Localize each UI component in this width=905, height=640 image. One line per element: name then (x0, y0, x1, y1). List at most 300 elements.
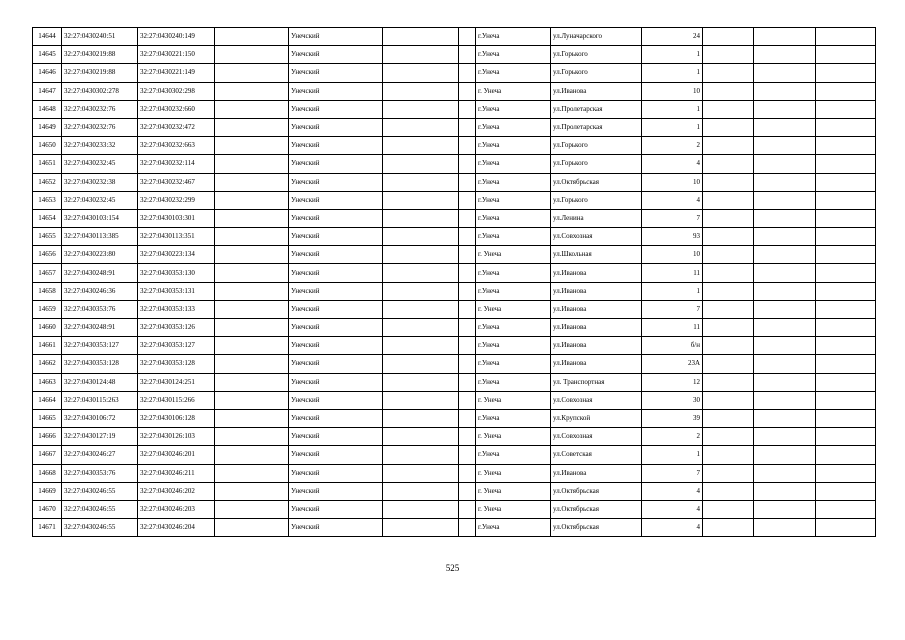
building-cadastral-number-cell: 32:27:0430115:266 (138, 391, 215, 409)
city-cell: г.Унеча (476, 155, 551, 173)
empty-cell (703, 228, 754, 246)
empty-cell (215, 82, 289, 100)
building-cadastral-number-cell: 32:27:0430246:201 (138, 446, 215, 464)
empty-cell (703, 173, 754, 191)
table-row (33, 155, 876, 173)
house-number-cell: 12 (642, 373, 703, 391)
street-cell: ул.Иванова (551, 337, 642, 355)
empty-cell (703, 355, 754, 373)
empty-cell (383, 46, 459, 64)
district-cell: Унечский (289, 409, 383, 427)
empty-cell (816, 428, 876, 446)
empty-cell (754, 228, 816, 246)
table-row (33, 82, 876, 100)
house-number-cell: 93 (642, 228, 703, 246)
registry-table-body (33, 28, 876, 537)
table-row (33, 355, 876, 373)
house-number-cell: б/н (642, 337, 703, 355)
empty-cell (703, 46, 754, 64)
building-cadastral-number-cell: 32:27:0430353:130 (138, 264, 215, 282)
city-cell: г.Унеча (476, 228, 551, 246)
empty-cell (816, 409, 876, 427)
row-number-cell: 14646 (33, 64, 62, 82)
empty-cell (459, 391, 476, 409)
empty-cell (703, 209, 754, 227)
empty-cell (383, 118, 459, 136)
empty-cell (816, 228, 876, 246)
street-cell: ул.Ленина (551, 209, 642, 227)
cadastral-number-cell: 32:27:0430246:55 (62, 519, 138, 537)
city-cell: г.Унеча (476, 28, 551, 46)
house-number-cell: 30 (642, 391, 703, 409)
table-row (33, 337, 876, 355)
empty-cell (459, 228, 476, 246)
empty-cell (459, 264, 476, 282)
empty-cell (383, 246, 459, 264)
street-cell: ул.Горького (551, 191, 642, 209)
street-cell: ул.Октябрьская (551, 519, 642, 537)
empty-cell (383, 446, 459, 464)
street-cell: ул.Иванова (551, 282, 642, 300)
empty-cell (754, 446, 816, 464)
city-cell: г.Унеча (476, 46, 551, 64)
city-cell: г. Унеча (476, 82, 551, 100)
empty-cell (703, 391, 754, 409)
empty-cell (816, 209, 876, 227)
registry-table (32, 27, 876, 537)
empty-cell (459, 155, 476, 173)
empty-cell (754, 282, 816, 300)
house-number-cell: 7 (642, 209, 703, 227)
empty-cell (703, 482, 754, 500)
district-cell: Унечский (289, 209, 383, 227)
building-cadastral-number-cell: 32:27:0430353:133 (138, 300, 215, 318)
row-number-cell: 14657 (33, 264, 62, 282)
row-number-cell: 14658 (33, 282, 62, 300)
empty-cell (754, 155, 816, 173)
house-number-cell: 11 (642, 264, 703, 282)
table-row (33, 137, 876, 155)
cadastral-number-cell: 32:27:0430106:72 (62, 409, 138, 427)
empty-cell (459, 100, 476, 118)
empty-cell (215, 355, 289, 373)
cadastral-number-cell: 32:27:0430232:38 (62, 173, 138, 191)
empty-cell (459, 337, 476, 355)
empty-cell (703, 137, 754, 155)
empty-cell (754, 173, 816, 191)
empty-cell (215, 46, 289, 64)
empty-cell (703, 264, 754, 282)
empty-cell (816, 373, 876, 391)
city-cell: г.Унеча (476, 446, 551, 464)
empty-cell (459, 428, 476, 446)
building-cadastral-number-cell: 32:27:0430246:202 (138, 482, 215, 500)
building-cadastral-number-cell: 32:27:0430126:103 (138, 428, 215, 446)
cadastral-number-cell: 32:27:0430248:91 (62, 319, 138, 337)
empty-cell (215, 409, 289, 427)
empty-cell (383, 155, 459, 173)
empty-cell (383, 391, 459, 409)
empty-cell (703, 319, 754, 337)
district-cell: Унечский (289, 500, 383, 518)
empty-cell (215, 246, 289, 264)
building-cadastral-number-cell: 32:27:0430232:663 (138, 137, 215, 155)
empty-cell (215, 28, 289, 46)
empty-cell (754, 82, 816, 100)
table-row (33, 282, 876, 300)
table-row (33, 409, 876, 427)
empty-cell (754, 319, 816, 337)
cadastral-number-cell: 32:27:0430115:263 (62, 391, 138, 409)
empty-cell (816, 82, 876, 100)
empty-cell (215, 519, 289, 537)
building-cadastral-number-cell: 32:27:0430353:127 (138, 337, 215, 355)
building-cadastral-number-cell: 32:27:0430232:299 (138, 191, 215, 209)
empty-cell (754, 519, 816, 537)
row-number-cell: 14651 (33, 155, 62, 173)
street-cell: ул.Пролетарская (551, 118, 642, 136)
building-cadastral-number-cell: 32:27:0430232:114 (138, 155, 215, 173)
table-row (33, 46, 876, 64)
cadastral-number-cell: 32:27:0430223:80 (62, 246, 138, 264)
house-number-cell: 23А (642, 355, 703, 373)
empty-cell (816, 264, 876, 282)
empty-cell (816, 118, 876, 136)
building-cadastral-number-cell: 32:27:0430113:351 (138, 228, 215, 246)
empty-cell (816, 300, 876, 318)
empty-cell (215, 337, 289, 355)
city-cell: г.Унеча (476, 409, 551, 427)
empty-cell (383, 209, 459, 227)
empty-cell (383, 373, 459, 391)
row-number-cell: 14653 (33, 191, 62, 209)
empty-cell (215, 155, 289, 173)
empty-cell (459, 355, 476, 373)
empty-cell (383, 519, 459, 537)
empty-cell (215, 391, 289, 409)
empty-cell (754, 391, 816, 409)
city-cell: г.Унеча (476, 282, 551, 300)
row-number-cell: 14655 (33, 228, 62, 246)
street-cell: ул.Горького (551, 137, 642, 155)
city-cell: г.Унеча (476, 191, 551, 209)
empty-cell (383, 82, 459, 100)
house-number-cell: 7 (642, 464, 703, 482)
empty-cell (215, 500, 289, 518)
cadastral-number-cell: 32:27:0430232:45 (62, 191, 138, 209)
row-number-cell: 14665 (33, 409, 62, 427)
row-number-cell: 14667 (33, 446, 62, 464)
empty-cell (816, 519, 876, 537)
house-number-cell: 11 (642, 319, 703, 337)
table-row (33, 464, 876, 482)
empty-cell (816, 446, 876, 464)
street-cell: ул. Транспортная (551, 373, 642, 391)
street-cell: ул.Совхозная (551, 228, 642, 246)
cadastral-number-cell: 32:27:0430246:27 (62, 446, 138, 464)
empty-cell (816, 137, 876, 155)
building-cadastral-number-cell: 32:27:0430124:251 (138, 373, 215, 391)
district-cell: Унечский (289, 355, 383, 373)
building-cadastral-number-cell: 32:27:0430246:211 (138, 464, 215, 482)
table-row (33, 519, 876, 537)
district-cell: Унечский (289, 446, 383, 464)
street-cell: ул.Совхозная (551, 428, 642, 446)
empty-cell (816, 282, 876, 300)
empty-cell (215, 137, 289, 155)
city-cell: г.Унеча (476, 137, 551, 155)
empty-cell (754, 209, 816, 227)
district-cell: Унечский (289, 155, 383, 173)
cadastral-number-cell: 32:27:0430353:76 (62, 464, 138, 482)
empty-cell (215, 228, 289, 246)
building-cadastral-number-cell: 32:27:0430223:134 (138, 246, 215, 264)
empty-cell (754, 191, 816, 209)
empty-cell (703, 446, 754, 464)
empty-cell (383, 137, 459, 155)
empty-cell (816, 337, 876, 355)
district-cell: Унечский (289, 337, 383, 355)
empty-cell (816, 464, 876, 482)
empty-cell (754, 355, 816, 373)
cadastral-number-cell: 32:27:0430232:76 (62, 100, 138, 118)
empty-cell (215, 173, 289, 191)
table-row (33, 28, 876, 46)
row-number-cell: 14663 (33, 373, 62, 391)
row-number-cell: 14671 (33, 519, 62, 537)
building-cadastral-number-cell: 32:27:0430353:128 (138, 355, 215, 373)
empty-cell (816, 191, 876, 209)
empty-cell (383, 464, 459, 482)
cadastral-number-cell: 32:27:0430353:76 (62, 300, 138, 318)
empty-cell (215, 428, 289, 446)
empty-cell (459, 300, 476, 318)
empty-cell (703, 500, 754, 518)
empty-cell (816, 482, 876, 500)
empty-cell (754, 246, 816, 264)
row-number-cell: 14668 (33, 464, 62, 482)
empty-cell (383, 191, 459, 209)
house-number-cell: 10 (642, 173, 703, 191)
house-number-cell: 1 (642, 100, 703, 118)
cadastral-number-cell: 32:27:0430113:385 (62, 228, 138, 246)
row-number-cell: 14645 (33, 46, 62, 64)
row-number-cell: 14662 (33, 355, 62, 373)
empty-cell (459, 209, 476, 227)
city-cell: г. Унеча (476, 500, 551, 518)
empty-cell (754, 264, 816, 282)
empty-cell (754, 118, 816, 136)
empty-cell (703, 300, 754, 318)
empty-cell (459, 519, 476, 537)
house-number-cell: 4 (642, 155, 703, 173)
empty-cell (754, 100, 816, 118)
empty-cell (459, 282, 476, 300)
building-cadastral-number-cell: 32:27:0430232:472 (138, 118, 215, 136)
house-number-cell: 1 (642, 46, 703, 64)
empty-cell (754, 500, 816, 518)
street-cell: ул.Иванова (551, 319, 642, 337)
table-row (33, 264, 876, 282)
city-cell: г. Унеча (476, 246, 551, 264)
row-number-cell: 14664 (33, 391, 62, 409)
row-number-cell: 14644 (33, 28, 62, 46)
house-number-cell: 1 (642, 64, 703, 82)
district-cell: Унечский (289, 173, 383, 191)
empty-cell (459, 409, 476, 427)
empty-cell (754, 64, 816, 82)
district-cell: Унечский (289, 264, 383, 282)
row-number-cell: 14660 (33, 319, 62, 337)
house-number-cell: 2 (642, 137, 703, 155)
empty-cell (215, 191, 289, 209)
empty-cell (703, 191, 754, 209)
district-cell: Унечский (289, 373, 383, 391)
row-number-cell: 14648 (33, 100, 62, 118)
empty-cell (383, 300, 459, 318)
empty-cell (459, 173, 476, 191)
city-cell: г. Унеча (476, 464, 551, 482)
empty-cell (816, 64, 876, 82)
city-cell: г.Унеча (476, 373, 551, 391)
row-number-cell: 14649 (33, 118, 62, 136)
street-cell: ул.Крупской (551, 409, 642, 427)
cadastral-number-cell: 32:27:0430246:55 (62, 482, 138, 500)
building-cadastral-number-cell: 32:27:0430232:467 (138, 173, 215, 191)
empty-cell (816, 319, 876, 337)
street-cell: ул.Иванова (551, 82, 642, 100)
city-cell: г.Унеча (476, 337, 551, 355)
empty-cell (754, 28, 816, 46)
street-cell: ул.Иванова (551, 264, 642, 282)
empty-cell (754, 137, 816, 155)
street-cell: ул.Совхозная (551, 391, 642, 409)
cadastral-number-cell: 32:27:0430219:88 (62, 64, 138, 82)
cadastral-number-cell: 32:27:0430219:88 (62, 46, 138, 64)
city-cell: г.Унеча (476, 264, 551, 282)
empty-cell (816, 155, 876, 173)
street-cell: ул.Иванова (551, 355, 642, 373)
city-cell: г.Унеча (476, 100, 551, 118)
empty-cell (459, 191, 476, 209)
table-row (33, 319, 876, 337)
empty-cell (754, 373, 816, 391)
empty-cell (459, 319, 476, 337)
empty-cell (754, 428, 816, 446)
cadastral-number-cell: 32:27:0430240:51 (62, 28, 138, 46)
building-cadastral-number-cell: 32:27:0430353:131 (138, 282, 215, 300)
empty-cell (383, 409, 459, 427)
district-cell: Унечский (289, 137, 383, 155)
empty-cell (703, 28, 754, 46)
cadastral-number-cell: 32:27:0430124:48 (62, 373, 138, 391)
city-cell: г.Унеча (476, 173, 551, 191)
empty-cell (215, 373, 289, 391)
table-row (33, 500, 876, 518)
empty-cell (383, 100, 459, 118)
building-cadastral-number-cell: 32:27:0430103:301 (138, 209, 215, 227)
cadastral-number-cell: 32:27:0430246:55 (62, 500, 138, 518)
empty-cell (816, 391, 876, 409)
city-cell: г.Унеча (476, 209, 551, 227)
building-cadastral-number-cell: 32:27:0430240:149 (138, 28, 215, 46)
cadastral-number-cell: 32:27:0430232:45 (62, 155, 138, 173)
empty-cell (383, 337, 459, 355)
building-cadastral-number-cell: 32:27:0430353:126 (138, 319, 215, 337)
row-number-cell: 14654 (33, 209, 62, 227)
district-cell: Унечский (289, 282, 383, 300)
table-row (33, 173, 876, 191)
building-cadastral-number-cell: 32:27:0430302:298 (138, 82, 215, 100)
empty-cell (754, 464, 816, 482)
page-number: 525 (445, 563, 460, 573)
district-cell: Унечский (289, 464, 383, 482)
empty-cell (383, 428, 459, 446)
house-number-cell: 10 (642, 82, 703, 100)
empty-cell (754, 337, 816, 355)
building-cadastral-number-cell: 32:27:0430246:203 (138, 500, 215, 518)
empty-cell (703, 246, 754, 264)
row-number-cell: 14666 (33, 428, 62, 446)
empty-cell (816, 500, 876, 518)
district-cell: Унечский (289, 246, 383, 264)
row-number-cell: 14659 (33, 300, 62, 318)
street-cell: ул.Школьная (551, 246, 642, 264)
empty-cell (459, 373, 476, 391)
empty-cell (215, 100, 289, 118)
row-number-cell: 14661 (33, 337, 62, 355)
empty-cell (215, 264, 289, 282)
district-cell: Унечский (289, 82, 383, 100)
street-cell: ул.Советская (551, 446, 642, 464)
house-number-cell: 4 (642, 500, 703, 518)
empty-cell (383, 282, 459, 300)
street-cell: ул.Горького (551, 155, 642, 173)
empty-cell (383, 319, 459, 337)
house-number-cell: 7 (642, 300, 703, 318)
street-cell: ул.Иванова (551, 300, 642, 318)
empty-cell (215, 446, 289, 464)
empty-cell (703, 118, 754, 136)
house-number-cell: 24 (642, 28, 703, 46)
empty-cell (383, 264, 459, 282)
district-cell: Унечский (289, 228, 383, 246)
empty-cell (383, 228, 459, 246)
row-number-cell: 14647 (33, 82, 62, 100)
empty-cell (215, 64, 289, 82)
empty-cell (703, 519, 754, 537)
cadastral-number-cell: 32:27:0430232:76 (62, 118, 138, 136)
city-cell: г.Унеча (476, 319, 551, 337)
empty-cell (459, 64, 476, 82)
empty-cell (459, 137, 476, 155)
cadastral-number-cell: 32:27:0430127:19 (62, 428, 138, 446)
city-cell: г.Унеча (476, 118, 551, 136)
empty-cell (703, 373, 754, 391)
empty-cell (383, 355, 459, 373)
building-cadastral-number-cell: 32:27:0430221:150 (138, 46, 215, 64)
house-number-cell: 10 (642, 246, 703, 264)
street-cell: ул.Горького (551, 64, 642, 82)
building-cadastral-number-cell: 32:27:0430232:660 (138, 100, 215, 118)
table-row (33, 300, 876, 318)
empty-cell (703, 337, 754, 355)
row-number-cell: 14670 (33, 500, 62, 518)
empty-cell (703, 282, 754, 300)
building-cadastral-number-cell: 32:27:0430246:204 (138, 519, 215, 537)
empty-cell (383, 28, 459, 46)
street-cell: ул.Октябрьская (551, 173, 642, 191)
